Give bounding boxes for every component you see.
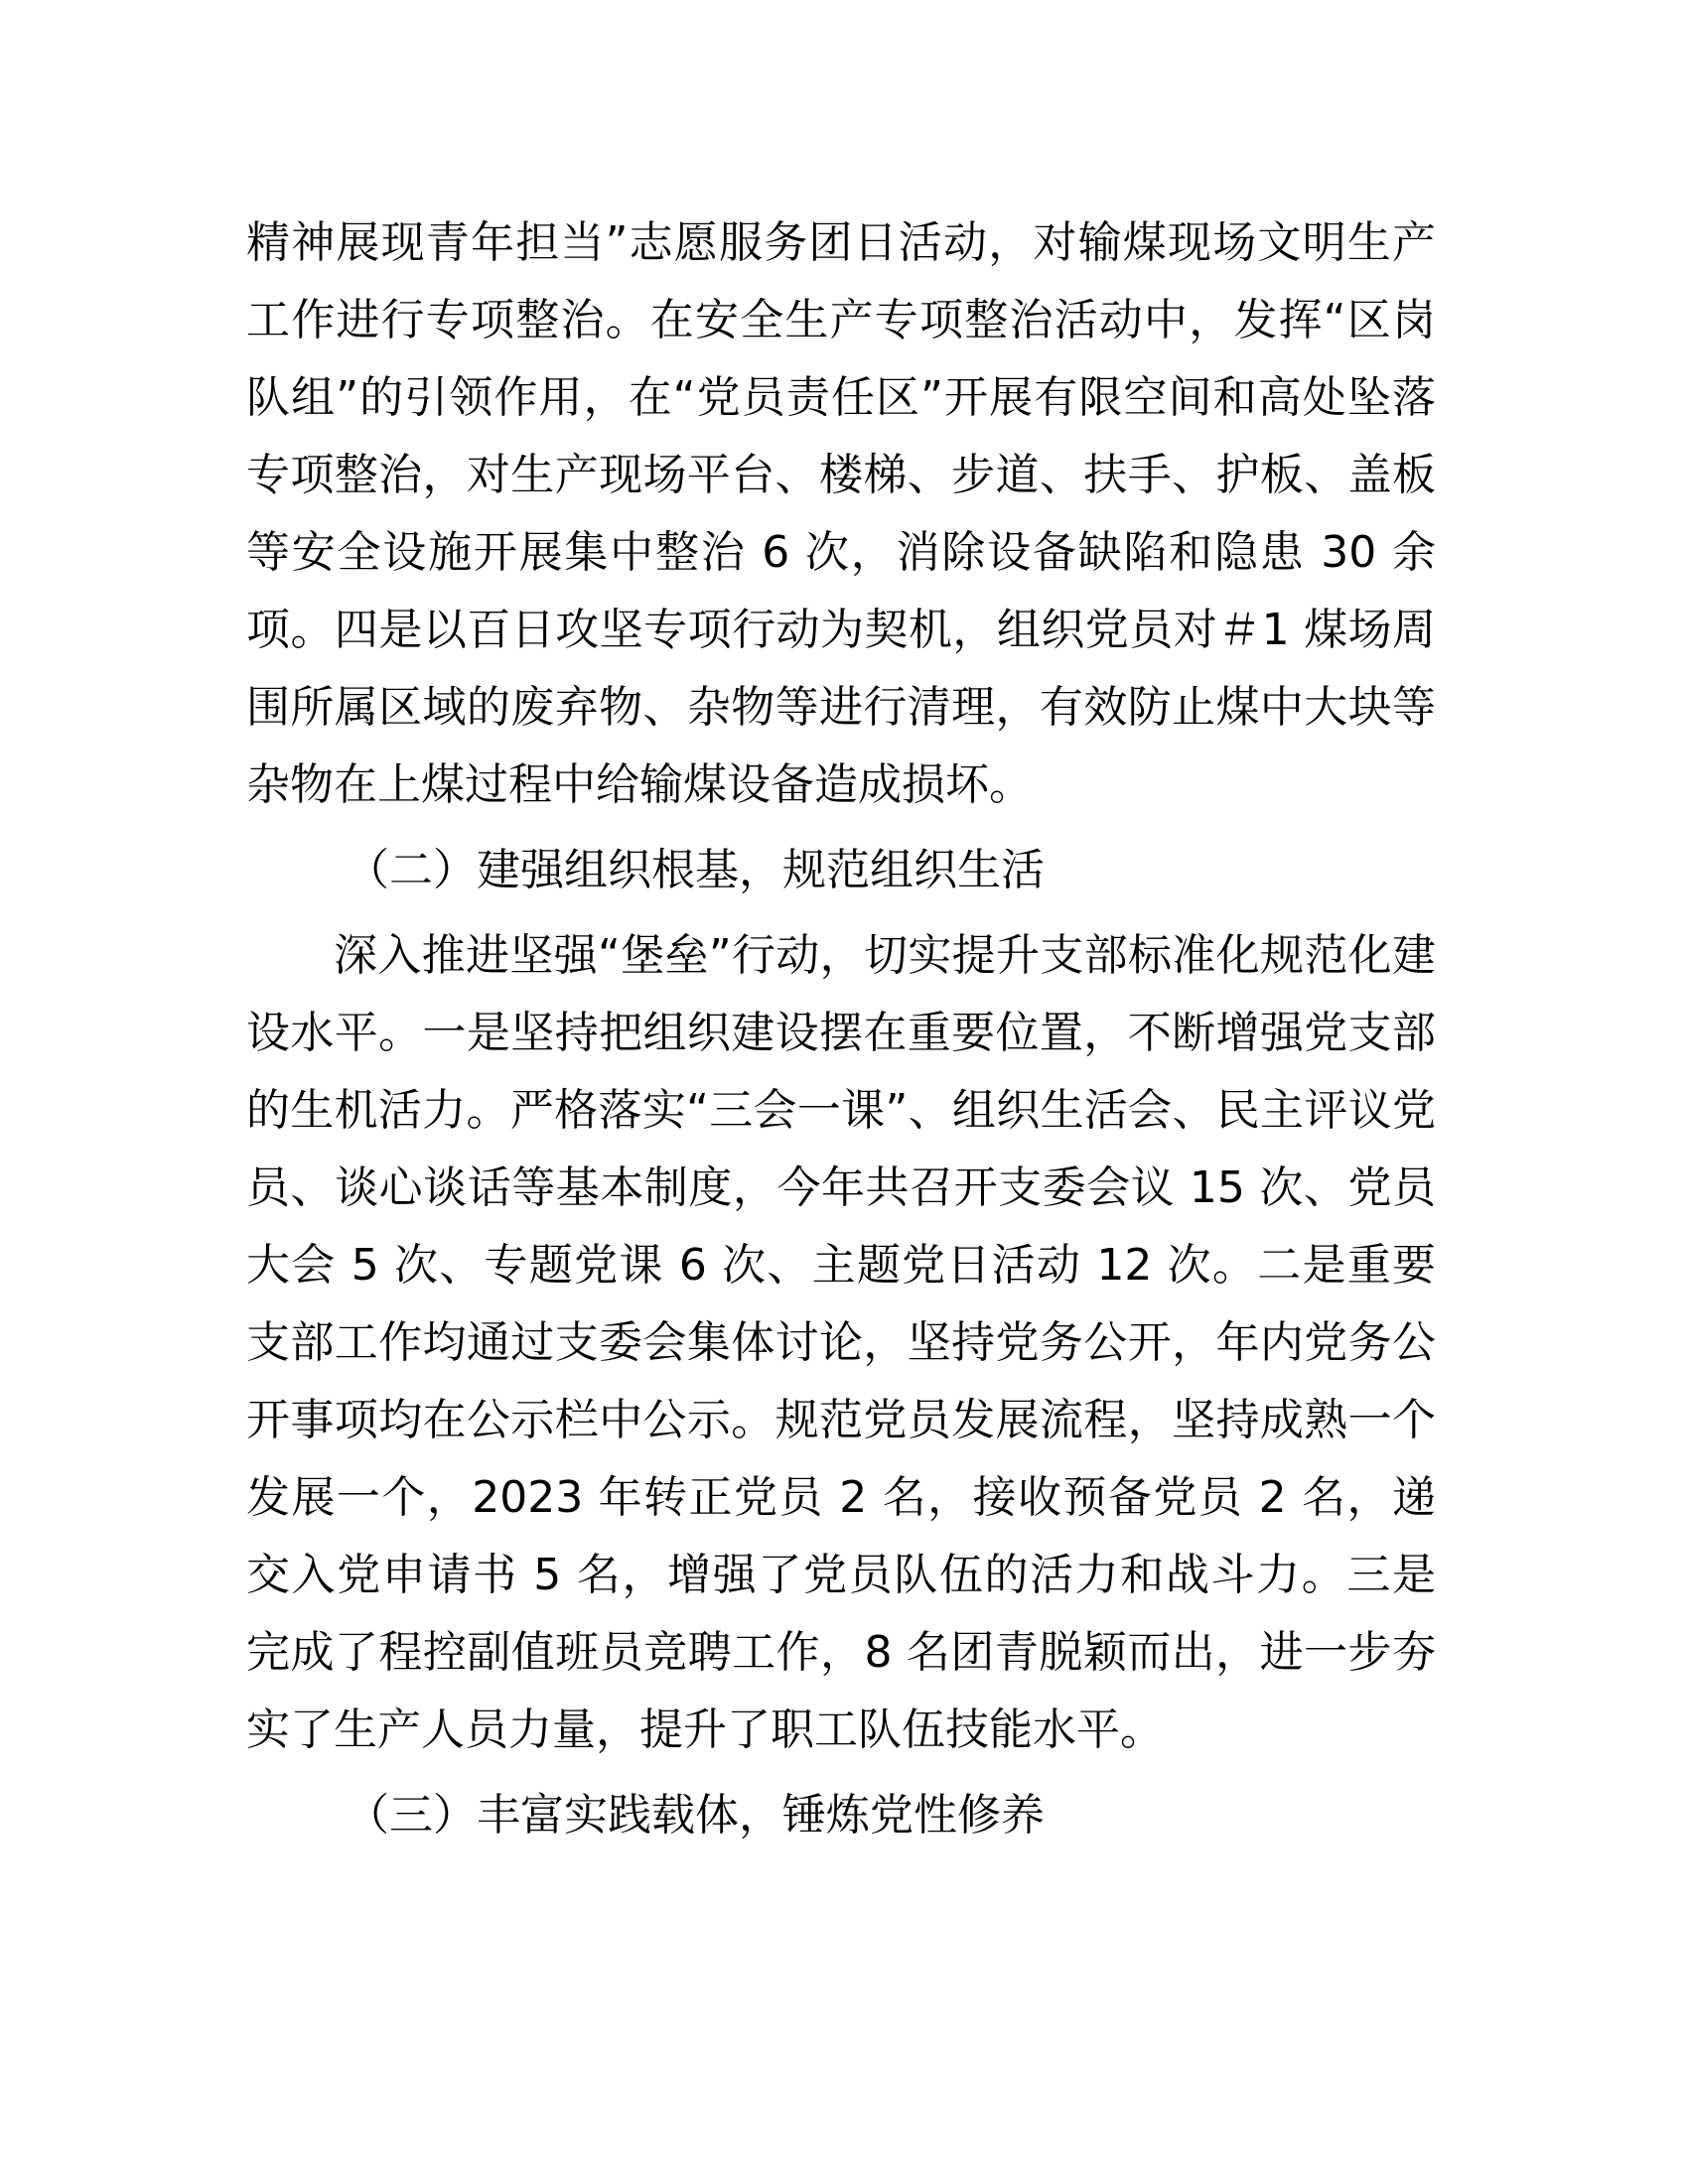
document-body <box>246 205 1436 1862</box>
section-heading: （三）丰富实践载体，锤炼党性修养 <box>346 1790 1045 1841</box>
section-heading: （二）建强组织根基，规范组织生活 <box>346 845 1045 895</box>
body-paragraph: 精神展现青年担当”志愿服务团日活动，对输煤现场文明生产工作进行专项整治。在安全生产专项整治活动中，发挥“区岗队组”的引领作用，在“党员责任区”开展有限空间和高处坠落专项整治，对生产现场平台、楼梯、步道、扶手、护板、盖板等安全设施开展集中整治 6 次，消除设备缺陷和隐患 30 余项。四是以百日攻坚专项行动为契机，组织党员对＃1 煤场周围所属区域的废弃物、杂物等进行清理，有效防止煤中大块等杂物在上煤过程中给输煤设备造成损坏。 <box>246 217 1436 810</box>
body-paragraph: 深入推进坚强“堡垒”行动，切实提升支部标准化规范化建设水平。一是坚持把组织建设摆在重要位置，不断增强党支部的生机活力。严格落实“三会一课”、组织生活会、民主评议党员、谈心谈话等基本制度，今年共召开支委会议 15 次、党员大会 5 次、专题党课 6 次、主题党日活动 12 次。二是重要支部工作均通过支委会集体讨论，坚持党务公开，年内党务公开事项均在公示栏中公示。规范党员发展流程，坚持成熟一个发展一个，2023 年转正党员 2 名，接收预备党员 2 名，递交入党申请书 5 名，增强了党员队伍的活力和战斗力。三是完成了程控副值班员竞聘工作，8 名团青脱颖而出，进一步夯实了生产人员力量，提升了职工队伍技能水平。 <box>246 930 1436 1755</box>
